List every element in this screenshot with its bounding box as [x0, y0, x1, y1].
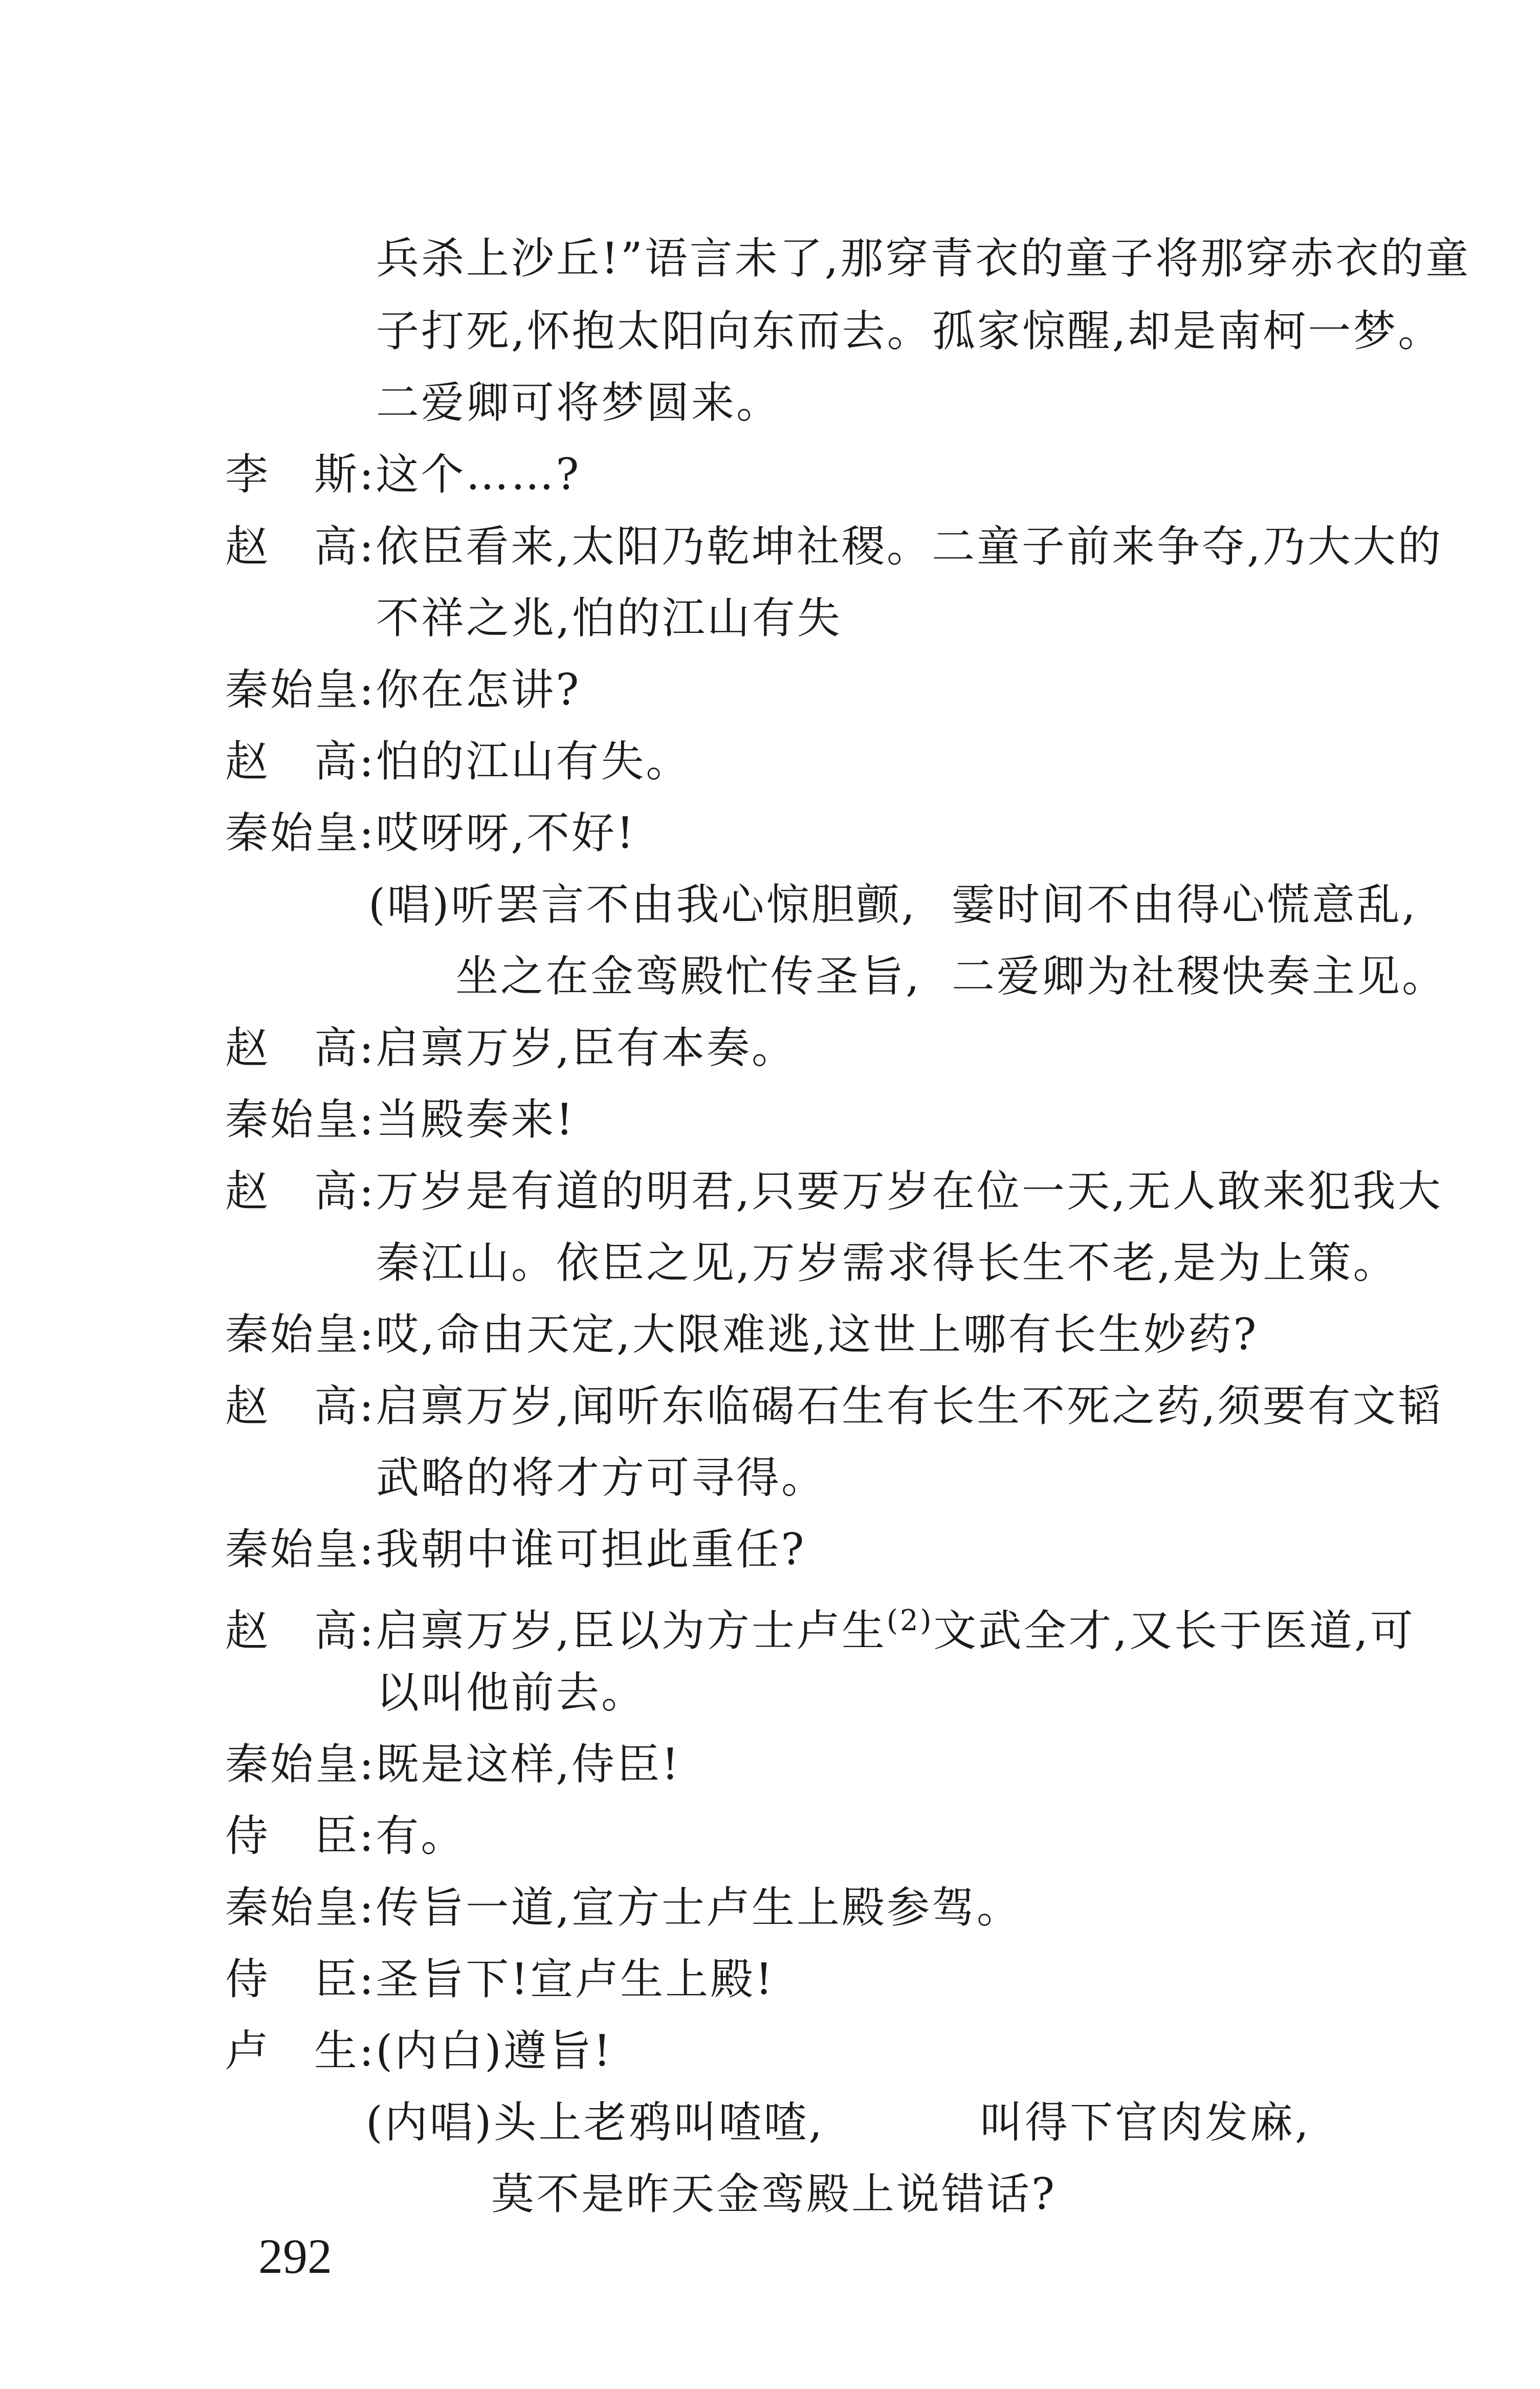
text-line: 兵杀上沙丘!”语言未了,那穿青衣的童子将那穿赤衣的童 — [376, 233, 1471, 283]
dialogue-line — [225, 1882, 1022, 1933]
speaker-name: 赵 高 — [225, 1606, 359, 1656]
speech-text: 有。 — [376, 1811, 466, 1861]
dialogue-line — [225, 1380, 1443, 1432]
text-line: 二爱卿可将梦圆来。 — [376, 378, 782, 428]
speech-text: 依臣看来,太阳乃乾坤社稷。二童子前来争夺,乃大大的 — [376, 521, 1443, 572]
dialogue-line — [225, 736, 691, 787]
speech-text: 我朝中谁可担此重任? — [376, 1524, 806, 1574]
dialogue-line — [225, 2025, 613, 2076]
speech-continuation: 以叫他前去。 — [376, 1668, 647, 1718]
dialogue-line — [225, 807, 636, 859]
colon: : — [359, 1309, 376, 1360]
dialogue-line — [225, 1524, 806, 1575]
colon: : — [359, 1381, 376, 1431]
speech-text: 你在怎讲? — [376, 665, 581, 715]
colon: : — [359, 1094, 376, 1145]
speaker-name: 秦始皇 — [225, 808, 361, 858]
speech-text: 文武全才,又长于医道,可 — [933, 1606, 1415, 1656]
speaker-name: 秦始皇 — [225, 1094, 361, 1145]
dialogue-line — [225, 1954, 775, 2005]
speaker-name: 秦始皇 — [225, 1739, 361, 1789]
dialogue-line — [225, 1595, 1415, 1656]
speech-text: 启禀万岁,臣以为方士卢生 — [376, 1606, 887, 1656]
colon: : — [359, 808, 376, 858]
colon: : — [359, 1524, 376, 1574]
dialogue-line — [225, 1810, 466, 1861]
speech-text: 启禀万岁,臣有本奏。 — [376, 1023, 797, 1073]
speech-text: 哎,命由天定,大限难逃,这世上哪有长生妙药? — [376, 1309, 1259, 1360]
dialogue-line — [225, 1022, 797, 1073]
speaker-name: 赵 高 — [225, 1381, 359, 1431]
song-line: 坐之在金鸾殿忙传圣旨, — [455, 951, 921, 1001]
dialogue-line — [225, 1739, 681, 1790]
colon: : — [359, 1023, 376, 1073]
speech-text: 启禀万岁,闻听东临碣石生有长生不死之药,须要有文韬 — [376, 1381, 1443, 1431]
page-number: 292 — [258, 2229, 332, 2284]
speech-text: 当殿奏来! — [376, 1094, 576, 1145]
song-line: 霎时间不由得心慌意乱, — [952, 880, 1418, 930]
dialogue-line — [225, 664, 581, 715]
speech-text: 这个……? — [376, 449, 581, 499]
speaker-name: 赵 高 — [225, 736, 359, 786]
speaker-name: 秦始皇 — [225, 1882, 361, 1933]
footnote-marker[interactable]: (2) — [887, 1604, 934, 1637]
colon: : — [359, 1882, 376, 1933]
speech-continuation: 不祥之兆,怕的江山有失 — [376, 593, 842, 643]
dialogue-line — [225, 1166, 1443, 1217]
song-line: 二爱卿为社稷快奏主见。 — [952, 951, 1447, 1001]
speech-continuation: 武略的将才方可寻得。 — [376, 1453, 827, 1503]
speech-text: 圣旨下!宣卢生上殿! — [376, 1954, 775, 2004]
speaker-name: 秦始皇 — [225, 1524, 361, 1574]
dialogue-line — [225, 449, 581, 500]
colon: : — [359, 449, 376, 499]
colon: : — [359, 1166, 376, 1216]
speaker-name: 侍 臣 — [225, 1954, 359, 2004]
speech-text: (内白)遵旨! — [376, 2026, 613, 2076]
dialogue-line — [225, 521, 1443, 572]
speech-text: 既是这样,侍臣! — [376, 1739, 681, 1789]
speaker-name: 秦始皇 — [225, 665, 361, 715]
colon: : — [359, 2026, 376, 2076]
speaker-name: 卢 生 — [225, 2026, 359, 2076]
colon: : — [359, 1954, 376, 2004]
song-line: 叫得下官肉发麻, — [980, 2097, 1311, 2147]
speaker-name: 李 斯 — [225, 449, 359, 499]
speaker-name: 赵 高 — [225, 1023, 359, 1073]
speech-text: 怕的江山有失。 — [376, 736, 691, 786]
speaker-name: 赵 高 — [225, 521, 359, 572]
dialogue-line — [225, 1309, 1258, 1360]
speaker-name: 赵 高 — [225, 1166, 359, 1216]
colon: : — [359, 1739, 376, 1789]
song-line: 莫不是昨天金鸾殿上说错话? — [491, 2169, 1057, 2219]
song-line: (唱)听罢言不由我心惊胆颤, — [368, 880, 917, 930]
colon: : — [359, 1606, 376, 1656]
dialogue-line — [225, 1094, 575, 1145]
colon: : — [359, 1811, 376, 1861]
speaker-name: 秦始皇 — [225, 1309, 361, 1360]
song-line: (内唱)头上老鸦叫喳喳, — [366, 2097, 825, 2147]
speaker-name: 侍 臣 — [225, 1811, 359, 1861]
colon: : — [359, 665, 376, 715]
colon: : — [359, 521, 376, 572]
speech-continuation: 秦江山。依臣之见,万岁需求得长生不老,是为上策。 — [376, 1238, 1398, 1288]
colon: : — [359, 736, 376, 786]
speech-text: 哎呀呀,不好! — [376, 808, 636, 858]
speech-text: 传旨一道,宣方士卢生上殿参驾。 — [376, 1882, 1022, 1933]
speech-text: 万岁是有道的明君,只要万岁在位一天,无人敢来犯我大 — [376, 1166, 1443, 1216]
text-line: 子打死,怀抱太阳向东而去。孤家惊醒,却是南柯一梦。 — [376, 306, 1443, 356]
